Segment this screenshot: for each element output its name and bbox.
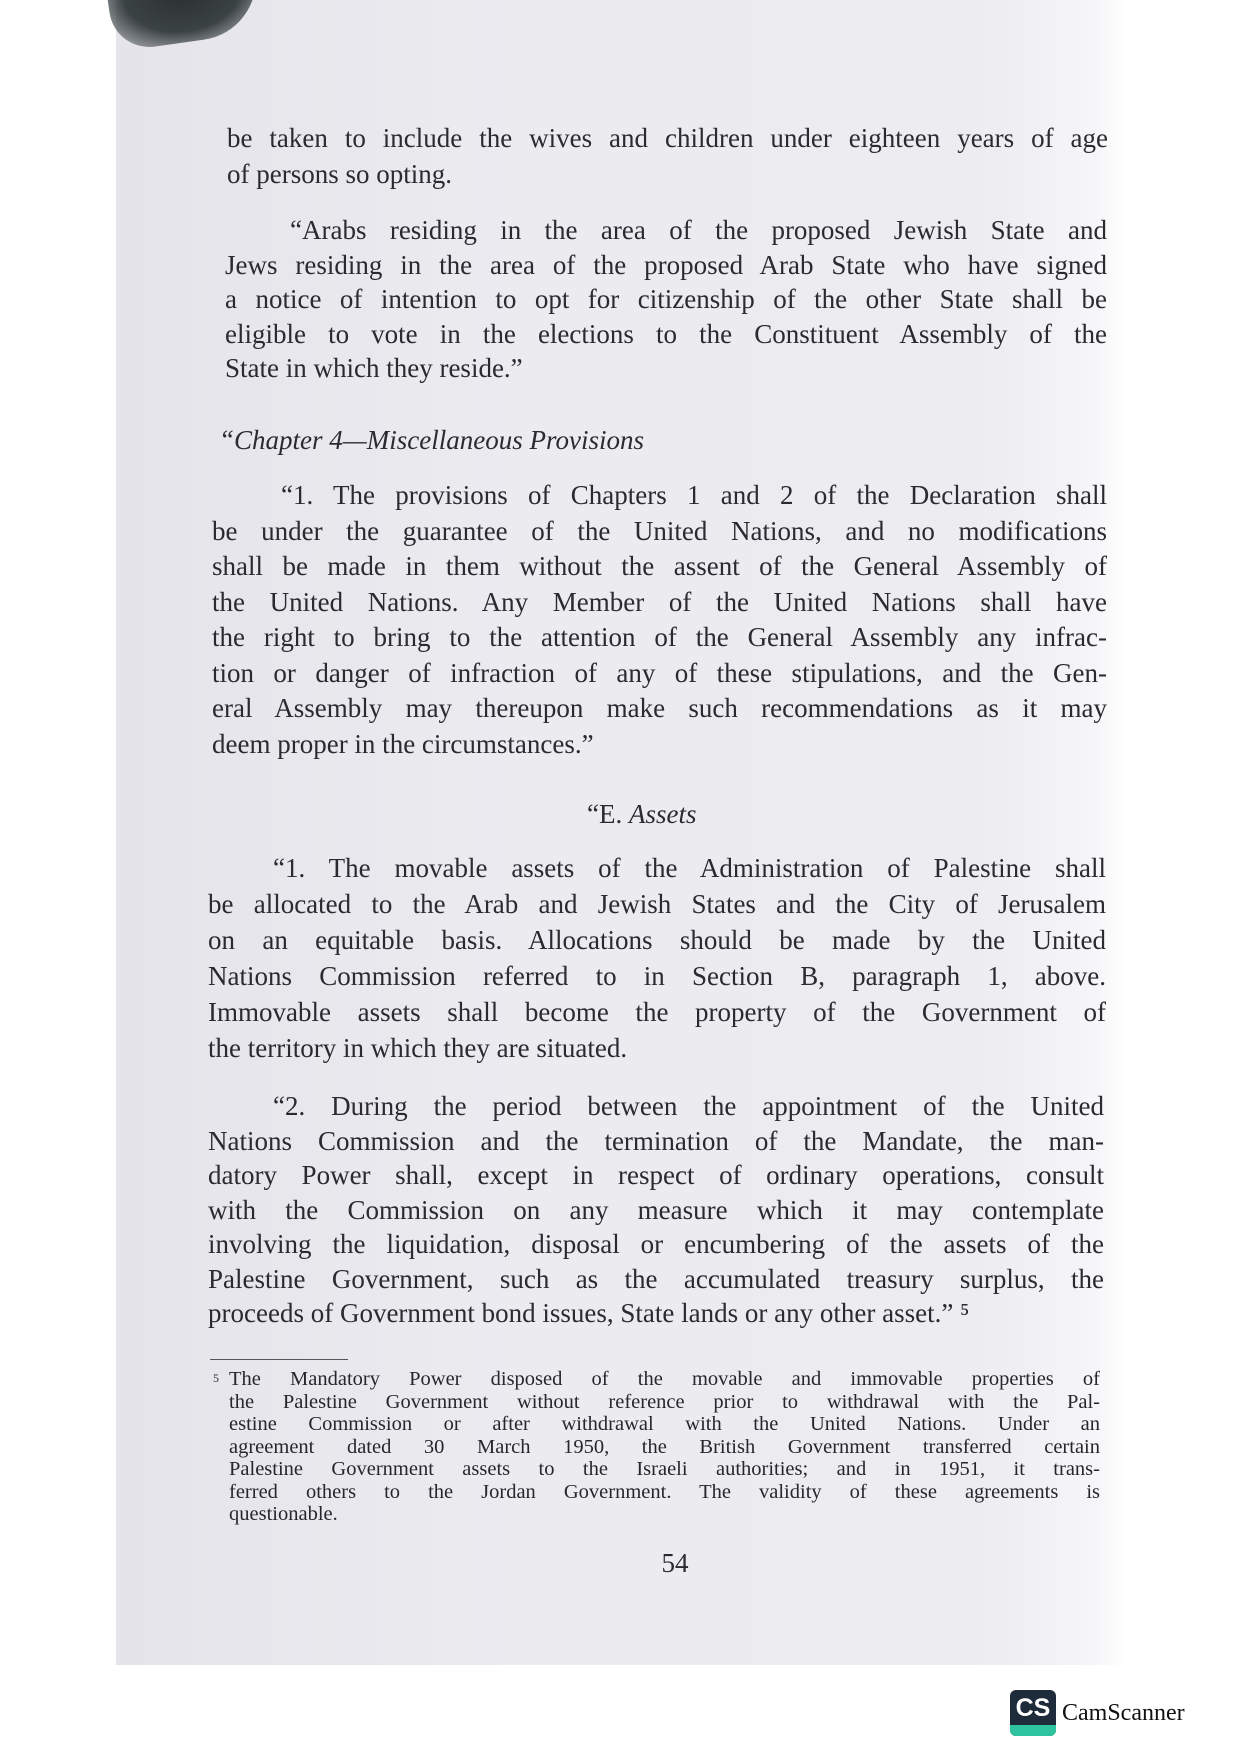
text-line: shall be made in them without the assent of the General Assembly of [212, 551, 1107, 581]
text-line: deem proper in the circumstances.” [212, 728, 594, 759]
text-line: eligible to vote in the elections to the Constituent Assembly of the [225, 318, 1107, 349]
text-line: datory Power shall, except in respect of ordinary operations, consult [208, 1160, 1104, 1190]
text-line: be under the guarantee of the United Nations, and no modifications [212, 515, 1107, 546]
chapter-heading-quote: “ [219, 425, 235, 455]
text-line: the United Nations. Any Member of the United Nations shall have [212, 586, 1107, 617]
text-line: “1. The provisions of Chapters 1 and 2 of the Declaration shall [281, 480, 1107, 510]
text-line: Jews residing in the area of the proposed Arab State who have signed [225, 249, 1107, 280]
page-number: 54 [661, 1548, 689, 1578]
text-line: the right to bring to the attention of the General Assembly any infrac- [212, 622, 1107, 652]
text-line: “2. During the period between the appointment of the United [273, 1091, 1104, 1121]
chapter-heading [219, 424, 644, 456]
text-line: involving the liquidation, disposal or encumbering of the assets of the [208, 1229, 1104, 1259]
text-line: “1. The movable assets of the Administration of Palestine shall [273, 853, 1106, 883]
footnote-divider [210, 1359, 348, 1360]
text-line: tion or danger of infraction of any of these stipulations, and the Gen- [212, 657, 1107, 688]
camscanner-logo-icon: CS [1010, 1690, 1056, 1736]
text-line: Palestine Government, such as the accumulated treasury surplus, the [208, 1263, 1104, 1294]
text-line: State in which they reside.” [225, 353, 523, 383]
text-line: be taken to include the wives and children under eighteen years of age [227, 123, 1108, 153]
section-heading-text: Assets [628, 799, 697, 829]
text-line: Nations Commission and the termination of the Mandate, the man- [208, 1125, 1104, 1156]
text-line: “Arabs residing in the area of the proposed Jewish State and [290, 215, 1107, 245]
text-line: of persons so opting. [227, 159, 452, 189]
section-heading [587, 798, 696, 830]
text-line: a notice of intention to opt for citizenship of the other State shall be [225, 284, 1107, 314]
text-line: ferred others to the Jordan Government. The validity of these agreements is [229, 1480, 1100, 1503]
text-line: proceeds of Government bond issues, State lands or any other asset.” ⁵ [208, 1298, 970, 1328]
camscanner-label: CamScanner [1062, 1699, 1185, 1726]
text-line: estine Commission or after withdrawal with the United Nations. Under an [229, 1413, 1100, 1435]
text-line: agreement dated 30 March 1950, the British Government transferred certain [229, 1435, 1100, 1458]
text-line: Nations Commission referred to in Section B, paragraph 1, above. [208, 961, 1106, 991]
text-line: on an equitable basis. Allocations should be made by the United [208, 925, 1106, 955]
footnote-marker: 5 [213, 1371, 219, 1385]
text-line: the territory in which they are situated. [208, 1033, 628, 1063]
text-line: with the Commission on any measure which it may contemplate [208, 1194, 1104, 1225]
text-line: questionable. [229, 1503, 338, 1525]
camscanner-watermark [1010, 1690, 1185, 1736]
text-line: Palestine Government assets to the Israeli authorities; and in 1951, it trans- [229, 1458, 1100, 1480]
text-line: eral Assembly may thereupon make such recommendations as it may [212, 693, 1107, 723]
text-line: The Mandatory Power disposed of the movable and immovable properties of [229, 1368, 1100, 1390]
text-line: be allocated to the Arab and Jewish States and the City of Jerusalem [208, 889, 1106, 919]
text-line: the Palestine Government without reference prior to withdrawal with the Pal- [229, 1390, 1100, 1413]
text-line: Immovable assets shall become the property of the Government of [208, 997, 1106, 1027]
chapter-heading-text: Chapter 4—Miscellaneous Provisions [234, 425, 645, 455]
section-heading-prefix: “E. [587, 799, 623, 829]
